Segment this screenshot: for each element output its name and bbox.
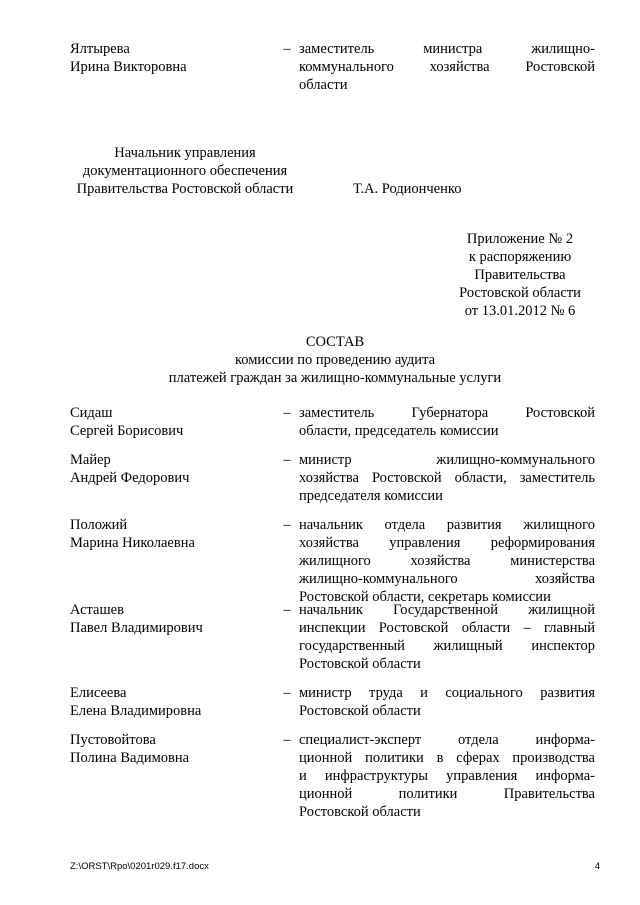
dash: –	[283, 517, 291, 533]
member-name: Пустовойтова Полина Вадимовна	[70, 732, 190, 766]
dash: –	[283, 732, 291, 748]
appendix-reference: Приложение № 2 к распоряжению Правительства Ростовской области от 13.01.2012 № 6	[459, 231, 581, 319]
member-role: заместитель Губернатора Ростовской области, председатель комиссии	[299, 405, 595, 439]
member-role: специалист-эксперт отдела информа- ционной политики в сферах производства и инфраструктуры управления информа- ционной политики Правительства Ростовской области	[299, 732, 595, 820]
signature-title: Начальник управления документационного обеспечения Правительства Ростовской области	[76, 145, 294, 197]
member-name: Ялтырева Ирина Викторовна	[70, 41, 187, 75]
dash: –	[283, 41, 291, 57]
heading-title: СОСТАВ	[305, 334, 365, 350]
file-path-footer: Z:\ORST\Rpo\0201r029.f17.docx	[70, 861, 209, 872]
member-name: Майер Андрей Федорович	[70, 452, 190, 486]
dash: –	[283, 685, 291, 701]
member-role: начальник отдела развития жилищного хозяйства управления реформирования жилищного хозяйства министерства жилищно-коммунального хозяйства Ростовской области, секретарь комиссии	[299, 517, 595, 605]
member-role: заместитель министра жилищно- коммунального хозяйства Ростовской области	[299, 41, 595, 93]
signer-name: Т.А. Родионченко	[353, 181, 462, 197]
member-name: Елисеева Елена Владимировна	[70, 685, 202, 719]
member-name: Положий Марина Николаевна	[70, 517, 195, 551]
member-role: министр труда и социального развития Ростовской области	[299, 685, 595, 719]
document-heading: СОСТАВ комиссии по проведению аудита платежей граждан за жилищно-коммунальные услуги	[70, 333, 600, 387]
member-name: Асташев Павел Владимирович	[70, 602, 203, 636]
page-number: 4	[594, 861, 600, 872]
dash: –	[283, 452, 291, 468]
member-role: министр жилищно-коммунального хозяйства Ростовской области, заместитель председателя комиссии	[299, 452, 595, 504]
dash: –	[283, 405, 291, 421]
member-name: Сидаш Сергей Борисович	[70, 405, 184, 439]
dash: –	[283, 602, 291, 618]
member-role: начальник Государственной жилищной инспекции Ростовской области – главный государственный жилищный инспектор Ростовской области	[299, 602, 595, 672]
